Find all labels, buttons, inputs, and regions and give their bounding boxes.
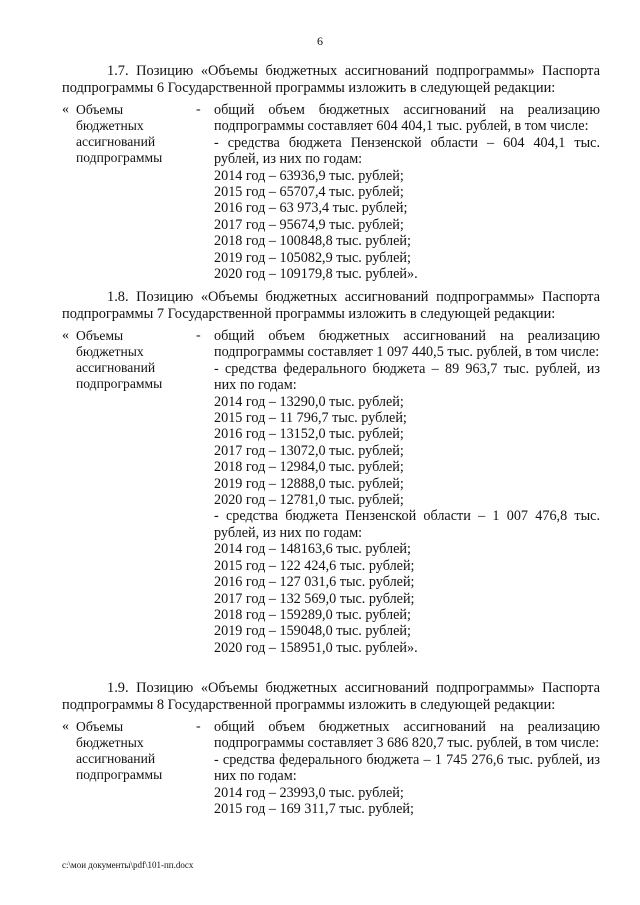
year-allocation-line: 2014 год – 63936,9 тыс. рублей; [214,167,404,184]
section-heading: 1.8. Позицию «Объемы бюджетных ассигнований подпрограммы» Паспорта подпрограммы 7 Государственной программы изложить в следующей редакции: [62,289,600,322]
position-label-line: Объемы [76,719,124,734]
position-dash: - [196,719,201,734]
position-label [76,719,196,783]
year-allocation-line: 2017 год – 13072,0 тыс. рублей; [214,442,404,459]
position-label-line: подпрограммы [76,150,163,165]
position-label-line: Объемы [76,102,124,117]
year-allocation-line: 2020 год – 109179,8 тыс. рублей». [214,266,418,283]
year-allocation-line: 2020 год – 158951,0 тыс. рублей». [214,639,418,656]
year-allocation-line: 2016 год – 127 031,6 тыс. рублей; [214,574,415,591]
year-allocation-line: 2017 год – 95674,9 тыс. рублей; [214,216,404,233]
passport-position-row [62,719,600,817]
year-allocation-line: 2019 год – 105082,9 тыс. рублей; [214,249,411,266]
amendment-section [62,289,600,656]
year-allocation-line: 2020 год – 12781,0 тыс. рублей; [214,492,404,509]
page-number: 6 [317,34,323,48]
year-allocation-line: 2018 год – 100848,8 тыс. рублей; [214,233,411,250]
year-allocation-line: 2019 год – 12888,0 тыс. рублей; [214,475,404,492]
funding-paragraph: общий объем бюджетных ассигнований на реализацию подпрограммы составляет 604 404,1 тыс. рублей, в том числе: [214,102,600,135]
passport-position-row [62,328,600,656]
funding-paragraph: общий объем бюджетных ассигнований на реализацию подпрограммы составляет 1 097 440,5 тыс. рублей, в том числе: [214,328,600,361]
position-label-line: Объемы [76,328,124,343]
position-label-line: бюджетных [76,118,144,133]
position-label-line: ассигнований [76,751,156,766]
funding-paragraph: - средства федерального бюджета – 89 963,7 тыс. рублей, из них по годам: [214,360,600,394]
year-allocation-line: 2015 год – 122 424,6 тыс. рублей; [214,557,415,574]
position-label-line: бюджетных [76,735,144,750]
position-label-line: ассигнований [76,134,156,149]
year-allocation-line: 2018 год – 12984,0 тыс. рублей; [214,459,404,476]
position-content [214,719,600,817]
funding-paragraph: - средства бюджета Пензенской области – 604 404,1 тыс. рублей, из них по годам: [214,134,600,168]
passport-position-row [62,102,600,282]
year-allocation-line: 2018 год – 159289,0 тыс. рублей; [214,606,411,623]
file-path-footer: c:\мои документы\pdf\101-пп.docx [62,860,194,870]
position-label [76,102,196,166]
opening-quote: « [62,328,69,343]
position-content [214,102,600,282]
year-allocation-line: 2014 год – 148163,6 тыс. рублей; [214,541,411,558]
position-label-line: подпрограммы [76,767,163,782]
section-heading: 1.9. Позицию «Объемы бюджетных ассигнований подпрограммы» Паспорта подпрограммы 8 Государственной программы изложить в следующей редакции: [62,680,600,713]
position-dash: - [196,328,201,343]
year-allocation-line: 2017 год – 132 569,0 тыс. рублей; [214,590,415,607]
funding-paragraph: общий объем бюджетных ассигнований на реализацию подпрограммы составляет 3 686 820,7 тыс. рублей, в том числе: [214,719,600,752]
year-allocation-line: 2014 год – 23993,0 тыс. рублей; [214,784,404,801]
year-allocation-line: 2015 год – 65707,4 тыс. рублей; [214,184,404,201]
position-label-line: ассигнований [76,360,156,375]
year-allocation-line: 2019 год – 159048,0 тыс. рублей; [214,623,411,640]
position-content [214,328,600,656]
position-dash: - [196,102,201,117]
amendment-section [62,63,600,282]
year-allocation-line: 2014 год – 13290,0 тыс. рублей; [214,393,404,410]
position-label-line: подпрограммы [76,376,163,391]
opening-quote: « [62,719,69,734]
funding-paragraph: - средства федерального бюджета – 1 745 276,6 тыс. рублей, из них по годам: [214,751,600,785]
opening-quote: « [62,102,69,117]
amendment-section [62,680,600,817]
year-allocation-line: 2015 год – 169 311,7 тыс. рублей; [214,801,414,818]
section-heading: 1.7. Позицию «Объемы бюджетных ассигнований подпрограммы» Паспорта подпрограммы 6 Государственной программы изложить в следующей редакции: [62,63,600,96]
position-label [76,328,196,392]
year-allocation-line: 2015 год – 11 796,7 тыс. рублей; [214,410,407,427]
position-label-line: бюджетных [76,344,144,359]
funding-paragraph: - средства бюджета Пензенской области – 1 007 476,8 тыс. рублей, из них по годам: [214,508,600,541]
year-allocation-line: 2016 год – 13152,0 тыс. рублей; [214,426,404,443]
year-allocation-line: 2016 год – 63 973,4 тыс. рублей; [214,200,408,217]
